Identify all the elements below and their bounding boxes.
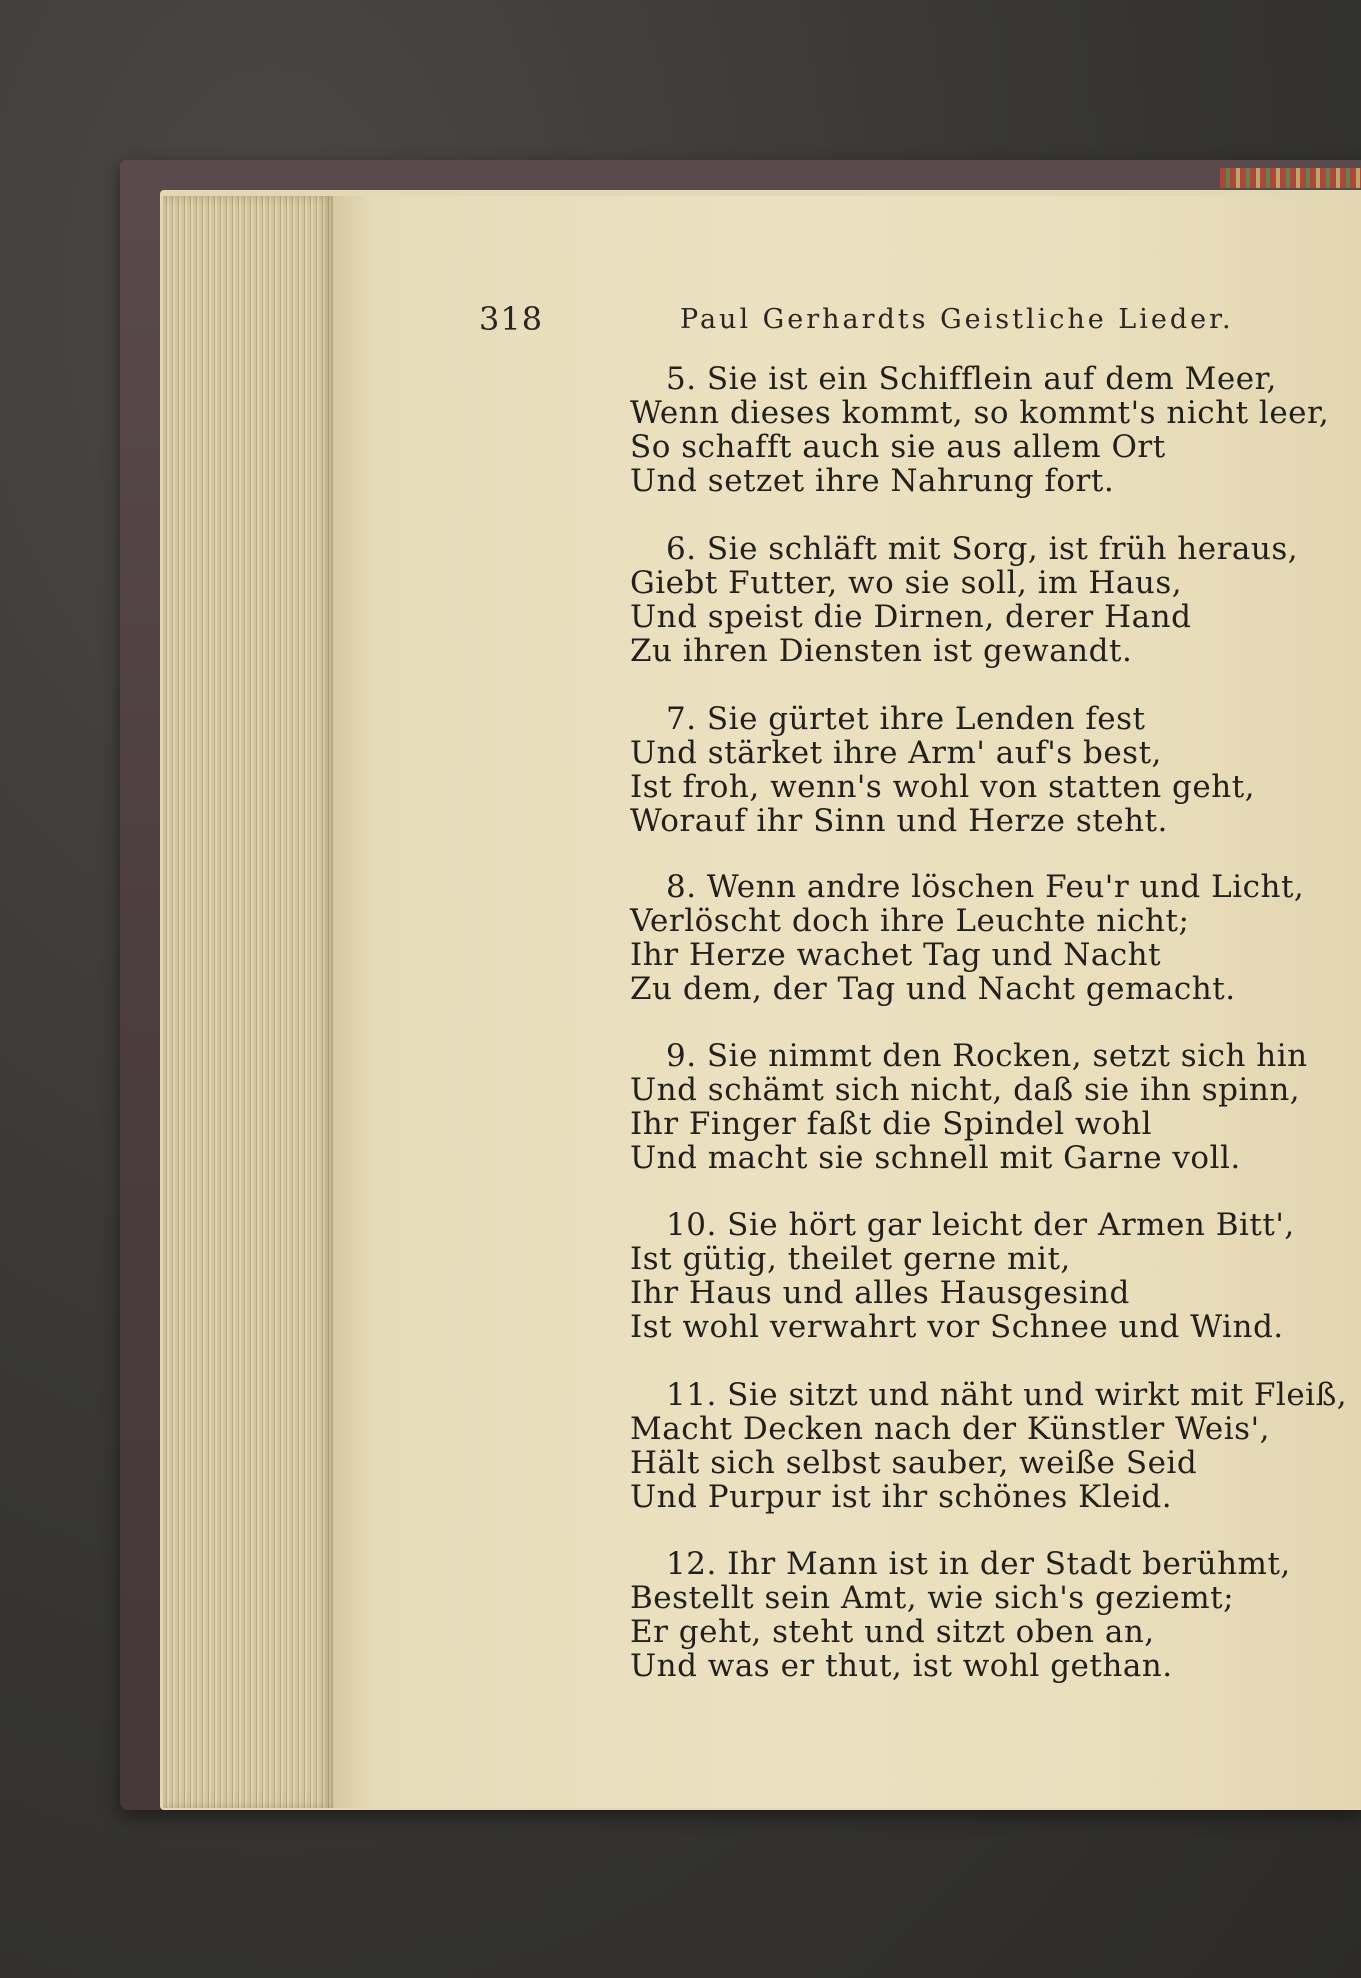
verse-line: 8. Wenn andre löschen Feu'r und Licht, [666,869,1305,905]
verse-line: Zu ihren Diensten ist gewandt. [630,633,1133,669]
verse-line: Ihr Finger faßt die Spindel wohl [630,1106,1153,1142]
headband [1220,168,1361,188]
verse-line: Verlöscht doch ihre Leuchte nicht; [630,903,1190,939]
verse-line: Ist wohl verwahrt vor Schnee und Wind. [630,1309,1284,1345]
verse-line: 10. Sie hört gar leicht der Armen Bitt', [666,1207,1295,1243]
verse-line: Und schämt sich nicht, daß sie ihn spinn, [630,1072,1301,1108]
verse-line: Und macht sie schnell mit Garne voll. [630,1140,1241,1176]
running-head: Paul Gerhardts Geistliche Lieder. [680,304,1234,335]
verse-line: Ist froh, wenn's wohl von statten geht, [630,769,1256,805]
verse-line: Ist gütig, theilet gerne mit, [630,1241,1071,1277]
verse-line: Und setzet ihre Nahrung fort. [630,463,1115,499]
stanza [630,702,1330,838]
verse-line: 7. Sie gürtet ihre Lenden fest [666,701,1146,737]
page-number: 318 [479,300,544,338]
verse-line: 5. Sie ist ein Schifflein auf dem Meer, [666,361,1277,397]
verse-line: Macht Decken nach der Künstler Weis', [630,1411,1270,1447]
verse-line: Zu dem, der Tag und Nacht gemacht. [630,971,1236,1007]
verse-line: Und stärket ihre Arm' auf's best, [630,735,1162,771]
verse-line: 9. Sie nimmt den Rocken, setzt sich hin [666,1038,1308,1074]
verse-line: Bestellt sein Amt, wie sich's geziemt; [630,1580,1235,1616]
verse-line: Wenn dieses kommt, so kommt's nicht leer, [630,395,1330,431]
stanza [630,870,1330,1006]
verse-line: Und was er thut, ist wohl gethan. [630,1648,1173,1684]
stanza [630,1547,1330,1683]
verse-line: 11. Sie sitzt und näht und wirkt mit Fleiß, [666,1377,1348,1413]
verse-line: 6. Sie schläft mit Sorg, ist früh heraus, [666,531,1299,567]
stanza [630,1377,1348,1515]
stanza [630,362,1330,498]
stanza [630,1208,1330,1344]
verse-line: Er geht, steht und sitzt oben an, [630,1614,1155,1650]
verse-line: Ihr Herze wachet Tag und Nacht [630,937,1162,973]
verse-line: Ihr Haus und alles Hausgesind [630,1275,1130,1311]
verse-line: Hält sich selbst sauber, weiße Seid [630,1445,1198,1481]
page-edges [163,196,333,1808]
verse-line: So schafft auch sie aus allem Ort [630,429,1166,465]
stanza [630,532,1330,668]
stanza [630,1039,1330,1175]
verse-line: Und Purpur ist ihr schönes Kleid. [630,1479,1173,1515]
verse-line: 12. Ihr Mann ist in der Stadt berühmt, [666,1546,1291,1582]
verse-line: Und speist die Dirnen, derer Hand [630,599,1192,635]
verse-line: Worauf ihr Sinn und Herze steht. [630,803,1168,839]
verse-line: Giebt Futter, wo sie soll, im Haus, [630,565,1183,601]
